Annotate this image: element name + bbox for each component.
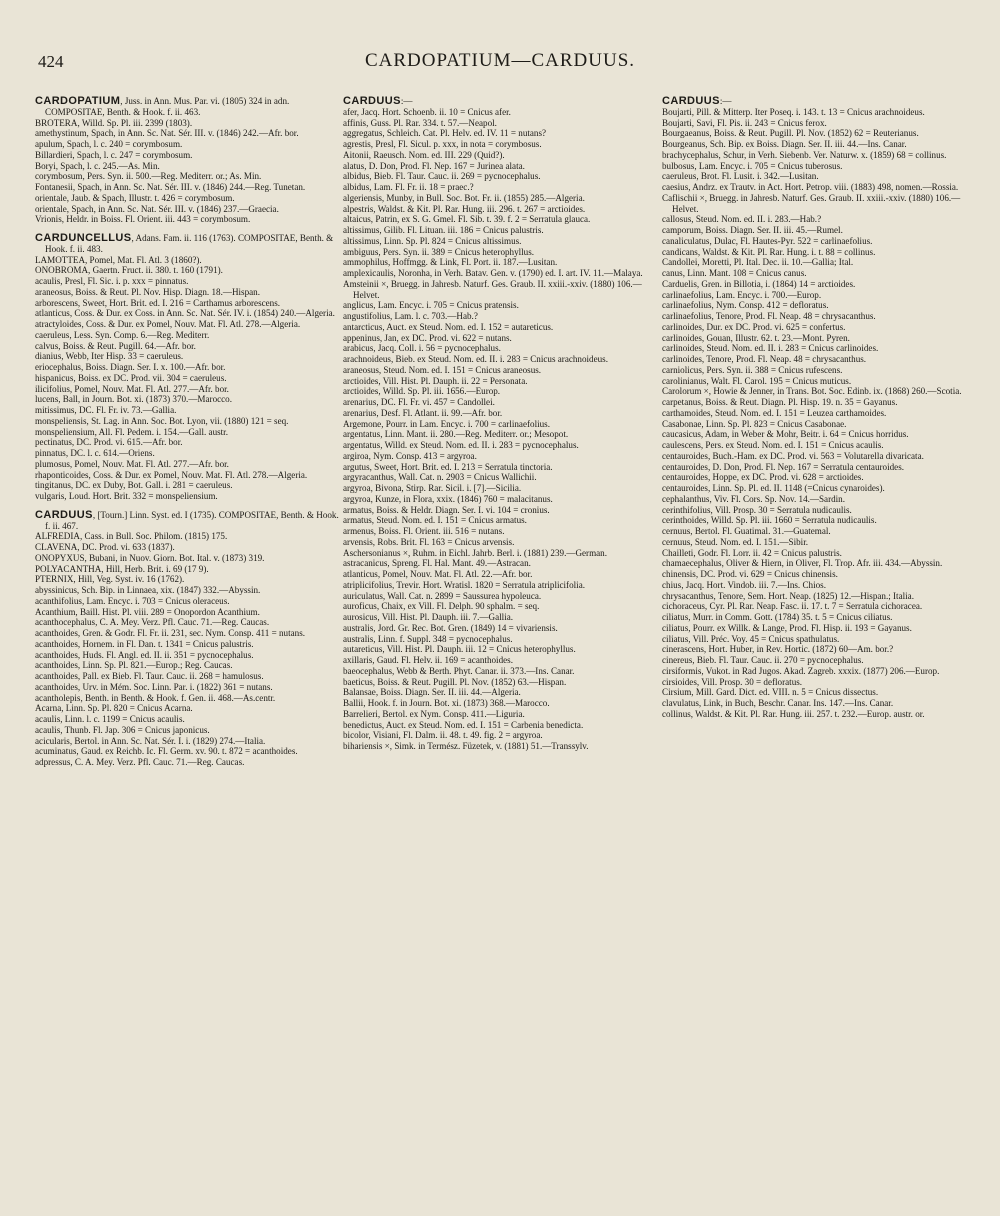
index-entry: antarcticus, Auct. ex Steud. Nom. ed. I. 152 = autareticus. (343, 321, 554, 332)
index-entry: arctioides, Willd. Sp. Pl. iii. 1656.—Europ. (343, 386, 501, 397)
page-number: 424 (38, 52, 64, 71)
index-entry: arborescens, Sweet, Hort. Brit. ed. I. 216 = Carthamus arborescens. (35, 297, 281, 308)
index-entry: caeruleus, Brot. Fl. Lusit. i. 342.—Lusitan. (662, 171, 819, 182)
index-entry: atractyloides, Coss. & Dur. ex Pomel, Nouv. Mat. Fl. Atl. 278.—Algeria. (35, 319, 301, 329)
index-entry: albidus, Lam. Fl. Fr. ii. 18 = praec.? (343, 182, 474, 192)
index-entry: appeninus, Jan, ex DC. Prod. vi. 622 = nutans. (343, 332, 512, 343)
text-column-right (662, 96, 967, 1206)
index-entry: Carduelis, Gren. in Billotia, i. (1864) 14 = arctioides. (662, 278, 856, 289)
index-entry: amethystinum, Spach, in Ann. Sc. Nat. Sér. III. v. (1846) 242.—Afr. bor. (35, 128, 299, 139)
index-entry: Candollei, Moretti, Pl. Ital. Dec. ii. 10.—Gallia; Ital. (662, 257, 854, 268)
index-entry: caucasicus, Adam, in Weber & Mohr, Beitr. i. 64 = Cnicus horridus. (662, 429, 909, 440)
genus-heading: CARDUUS:— (662, 96, 732, 107)
index-entry: caulescens, Pers. ex Steud. Nom. ed. I. 151 = Cnicus acaulis. (662, 440, 884, 450)
index-entry: rhaponticoides, Coss. & Dur. ex Pomel, Nouv. Mat. Fl. Atl. 278.—Algeria. (35, 469, 308, 480)
index-entry: atlanticus, Coss. & Dur. ex Coss. in Ann. Sc. Nat. Sér. IV. i. (1854) 240.—Algeria. (35, 308, 335, 319)
index-entry: abyssinicus, Sch. Bip. in Linnaea, xix. (1847) 332.—Abyssin. (35, 585, 261, 595)
index-entry: monspeliensium, All. Fl. Pedem. i. 154.—Gall. austr. (35, 426, 228, 437)
index-entry: Carolorum ×, Howie & Jenner, in Trans. Bot. Soc. Edinb. ix. (1868) 260.—Scotia. (662, 386, 962, 397)
index-entry: carlinoides, Steud. Nom. ed. II. i. 283 = Cnicus carlinoides. (662, 343, 879, 354)
index-entry: CLAVENA, DC. Prod. vi. 633 (1837). (35, 542, 175, 552)
index-entry: ambiguus, Pers. Syn. ii. 389 = Cnicus heterophyllus. (343, 246, 535, 257)
index-entry: armatus, Steud. Nom. ed. I. 151 = Cnicus armatus. (343, 515, 527, 526)
index-entry: Billardieri, Spach, l. c. 247 = corymbosum. (35, 149, 193, 160)
index-entry: cerinthoides, Willd. Sp. Pl. iii. 1660 = Serratula nudicaulis. (662, 515, 877, 526)
index-entry: argutus, Sweet, Hort. Brit. ed. I. 213 = Serratula tinctoria. (343, 461, 553, 472)
index-entry: ilicifolius, Pomel, Nouv. Mat. Fl. Atl. 277.—Afr. bor. (35, 383, 229, 394)
index-entry: cinerascens, Hort. Huber, in Rev. Hortic. (1872) 60—Am. bor.? (662, 644, 894, 655)
index-entry: baeticus, Boiss. & Reut. Pugill. Pl. Nov. (1852) 63.—Hispan. (343, 676, 567, 687)
index-entry: LAMOTTEA, Pomel, Mat. Fl. Atl. 3 (1860?). (35, 254, 202, 265)
index-entry: centauroides, Linn. Sp. Pl. ed. II. 1148 (=Cnicus cynaroides). (662, 483, 885, 493)
index-entry: Vrionis, Heldr. in Boiss. Fl. Orient. iii. 443 = corymbosum. (35, 214, 251, 225)
index-entry: brachycephalus, Schur, in Verh. Siebenb. Ver. Naturw. x. (1859) 68 = collinus. (662, 149, 947, 160)
index-entry: Fontanesii, Spach, in Ann. Sc. Nat. Sér. III. v. (1846) 244.—Reg. Tunetan. (35, 182, 306, 192)
index-entry: pectinatus, DC. Prod. vi. 615.—Afr. bor. (35, 437, 183, 448)
index-entry: alpestris, Waldst. & Kit. Pl. Rar. Hung. iii. 296. t. 267 = arctioides. (343, 203, 586, 214)
index-entry: cernuus, Bertol. Fl. Guatimal. 31.—Guatemal. (662, 526, 831, 536)
index-entry: arctioides, Vill. Hist. Pl. Dauph. ii. 22 = Personata. (343, 375, 528, 386)
text-column-middle (343, 96, 648, 1206)
index-entry: Barrelieri, Bertol. ex Nym. Consp. 411.—Liguria. (343, 708, 525, 719)
index-entry: carlinaefolius, Lam. Encyc. i. 700.—Europ. (662, 289, 822, 300)
index-entry: canus, Linn. Mant. 108 = Cnicus canus. (662, 268, 807, 278)
index-entry: cirsioides, Vill. Prosp. 30 = defloratus. (662, 676, 803, 687)
index-entry: orientale, Spach, in Ann. Sc. Nat. Sér. III. v. (1846) 237.—Graecia. (35, 203, 279, 214)
index-entry: POLYACANTHA, Hill, Herb. Brit. i. 69 (17 9). (35, 563, 209, 574)
index-entry: baeocephalus, Webb & Berth. Phyt. Canar. ii. 373.—Ins. Canar. (343, 665, 575, 676)
index-entry: orientale, Jaub. & Spach, Illustr. t. 426 = corymbosum. (35, 192, 235, 203)
index-entry: australis, Jord. Gr. Rec. Bot. Gren. (1849) 14 = vivariensis. (343, 622, 558, 633)
index-entry: altissimus, Linn. Sp. Pl. 824 = Cnicus altissimus. (343, 235, 522, 246)
index-entry: bihariensis ×, Simk. in Termész. Füzetek, v. (1881) 51.—Transsylv. (343, 741, 589, 751)
index-entry: acaulis, Presl, Fl. Sic. i. p. xxx = pinnatus. (35, 276, 189, 286)
index-entry: aurosicus, Vill. Hist. Pl. Dauph. iii. 7.—Gallia. (343, 612, 514, 622)
index-entry: acantholepis, Benth. in Benth. & Hook. f. Gen. ii. 468.—As.centr. (35, 692, 276, 703)
index-entry: Acarna, Linn. Sp. Pl. 820 = Cnicus Acarna. (35, 703, 193, 714)
index-entry: vulgaris, Loud. Hort. Brit. 332 = monspeliensium. (35, 491, 218, 501)
index-entry: Casabonae, Linn. Sp. Pl. 823 = Cnicus Casabonae. (662, 418, 847, 429)
index-entry: anglicus, Lam. Encyc. i. 705 = Cnicus pratensis. (343, 300, 519, 311)
index-entry: Aschersonianus ×, Ruhm. in Eichl. Jahrb. Berl. i. (1881) 239.—German. (343, 547, 608, 558)
index-entry: carlinoides, Dur. ex DC. Prod. vi. 625 = confertus. (662, 321, 846, 332)
index-entry: canaliculatus, Dulac, Fl. Hautes-Pyr. 522 = carlinaefolius. (662, 235, 873, 246)
index-entry: acuminatus, Gaud. ex Reichb. Ic. Fl. Germ. xv. 90. t. 872 = acanthoides. (35, 746, 298, 757)
index-entry: carniolicus, Pers. Syn. ii. 388 = Cnicus rufescens. (662, 364, 843, 375)
index-entry: argyroa, Kunze, in Flora, xxix. (1846) 760 = malacitanus. (343, 493, 553, 504)
index-entry: bulbosus, Lam. Encyc. i. 705 = Cnicus tuberosus. (662, 160, 843, 171)
index-entry: Boujarti, Pill. & Mitterp. Iter Poseq. i. 143. t. 13 = Cnicus arachnoideus. (662, 106, 925, 117)
index-entry: carlinoides, Tenore, Prod. Fl. Neap. 48 = chrysacanthus. (662, 354, 867, 364)
index-entry: alatus, D. Don, Prod. Fl. Nep. 167 = Jurinea alata. (343, 160, 525, 171)
index-entry: chrysacanthus, Tenore, Sem. Hort. Neap. (1825) 12.—Hispan.; Italia. (662, 590, 914, 601)
index-entry: araneosus, Boiss. & Reut. Pl. Nov. Hisp. Diagn. 18.—Hispan. (35, 286, 260, 297)
index-entry: auriculatus, Wall. Cat. n. 2899 = Saussurea hypoleuca. (343, 590, 542, 601)
index-entry: BROTERA, Willd. Sp. Pl. iii. 2399 (1803). (35, 117, 193, 128)
index-entry: altissimus, Gilib. Fl. Lituan. iii. 186 = Cnicus palustris. (343, 225, 544, 235)
index-entry: altaicus, Patrin, ex S. G. Gmel. Fl. Sib. t. 39. f. 2 = Serratula glauca. (343, 214, 591, 225)
index-entry: arachnoideus, Bieb. ex Steud. Nom. ed. II. i. 283 = Cnicus arachnoideus. (343, 354, 608, 364)
index-entry: callosus, Steud. Nom. ed. II. i. 283.—Hab.? (662, 214, 822, 225)
index-entry: agrestis, Presl, Fl. Sicul. p. xxx, in nota = corymbosus. (343, 139, 542, 149)
index-entry: chius, Jacq. Hort. Vindob. iii. 7.—Ins. Chios. (662, 579, 826, 590)
index-entry: calvus, Boiss. & Reut. Pugill. 64.—Afr. bor. (35, 340, 196, 351)
index-entry: affinis, Guss. Pl. Rar. 334. t. 57.—Neapol. (343, 117, 497, 128)
text-column-left (35, 96, 340, 1206)
index-entry: Caflischii ×, Bruegg. in Jahresb. Naturf. Ges. Graub. II. xxiii.-xxiv. (1880) 106.—Helvet. (662, 192, 961, 214)
index-entry: ciliatus, Murr. in Comm. Gott. (1784) 35. t. 5 = Cnicus ciliatus. (662, 612, 893, 622)
genus-heading: CARDOPATIUM, Juss. in Ann. Mus. Par. vi. (1805) 324 in adn. COMPOSITAE, Benth. & Hook. f. ii. 463. (35, 96, 290, 117)
genus-heading: CARDUNCELLUS, Adans. Fam. ii. 116 (1763). COMPOSITAE, Benth. & Hook. f. ii. 483. (35, 232, 334, 254)
index-entry: centauroides, Hoppe, ex DC. Prod. vi. 628 = arctioides. (662, 472, 864, 483)
genus-heading: CARDUUS:— (343, 96, 413, 107)
index-entry: aggregatus, Schleich. Cat. Pl. Helv. ed. IV. 11 = nutans? (343, 128, 547, 139)
index-entry: Argemone, Pourr. in Lam. Encyc. i. 700 = carlinaefolius. (343, 418, 550, 429)
index-entry: eriocephalus, Boiss. Diagn. Ser. I. x. 100.—Afr. bor. (35, 362, 226, 372)
index-entry: argyroa, Bivona, Stirp. Rar. Sicil. i. [7].—Sicilia. (343, 483, 522, 493)
index-entry: acaulis, Thunb. Fl. Jap. 306 = Cnicus japonicus. (35, 724, 210, 735)
index-entry: Amsteinii ×, Bruegg. in Jahresb. Naturf. Ges. Graub. II. xxiii.-xxiv. (1880) 106.—Helvet. (343, 278, 642, 300)
index-entry: ONOBROMA, Gaertn. Fruct. ii. 380. t. 160 (1791). (35, 265, 223, 276)
index-entry: cernuus, Steud. Nom. ed. I. 151.—Sibir. (662, 536, 808, 547)
index-entry: auroficus, Chaix, ex Vill. Fl. Delph. 90 sphalm. = seq. (343, 601, 540, 612)
index-entry: apulum, Spach, l. c. 240 = corymbosum. (35, 139, 183, 149)
index-entry: acanthoides, Pall. ex Bieb. Fl. Taur. Cauc. ii. 268 = hamulosus. (35, 671, 264, 681)
index-entry: dianius, Webb, Iter Hisp. 33 = caeruleus. (35, 351, 184, 362)
index-entry: tingitanus, DC. ex Duby, Bot. Gall. i. 281 = caeruleus. (35, 480, 233, 491)
index-entry: ciliatus, Vill. Préc. Voy. 45 = Cnicus spathulatus. (662, 633, 840, 644)
index-entry: angustifolius, Lam. l. c. 703.—Hab.? (343, 311, 478, 321)
index-entry: atlanticus, Pomel, Nouv. Mat. Fl. Atl. 22.—Afr. bor. (343, 569, 533, 579)
index-entry: carlinaefolius, Tenore, Prod. Fl. Neap. 48 = chrysacanthus. (662, 311, 876, 321)
index-entry: albidus, Bieb. Fl. Taur. Cauc. ii. 269 = pycnocephalus. (343, 171, 541, 182)
index-entry: Bourgeanus, Sch. Bip. ex Boiss. Diagn. Ser. II. iii. 44.—Ins. Canar. (662, 139, 907, 149)
index-entry: acanthoides, Urv. in Mém. Soc. Linn. Par. i. (1822) 361 = nutans. (35, 681, 273, 692)
index-entry: atriplicifolius, Trevir. Hort. Wratisl. 1820 = Serratula atriplicifolia. (343, 579, 586, 590)
index-entry: argyracanthus, Wall. Cat. n. 2903 = Cnicus Wallichii. (343, 472, 537, 483)
index-entry: acanthifolius, Lam. Encyc. i. 703 = Cnicus oleraceus. (35, 595, 230, 606)
index-entry: astracanicus, Spreng. Fl. Hal. Mant. 49.—Astracan. (343, 558, 531, 569)
index-entry: Bourgaeanus, Boiss. & Reut. Pugill. Pl. Nov. (1852) 62 = Reuterianus. (662, 128, 919, 139)
index-entry: bicolor, Visiani, Fl. Dalm. ii. 48. t. 49. fig. 2 = argyroa. (343, 730, 543, 741)
index-entry: acicularis, Bertol. in Ann. Sc. Nat. Sér. I. i. (1829) 274.—Italia. (35, 735, 266, 746)
index-entry: arenarius, Desf. Fl. Atlant. ii. 99.—Afr. bor. (343, 407, 503, 418)
index-entry: carlinoides, Gouan, Illustr. 62. t. 23.—Mont. Pyren. (662, 332, 850, 343)
genus-heading: CARDUUS, [Tourn.] Linn. Syst. ed. I (1735). COMPOSITAE, Benth. & Hook. f. ii. 467. (35, 508, 339, 531)
index-entry: carpetanus, Boiss. & Reut. Diagn. Pl. Hisp. 19. n. 35 = Gayanus. (662, 397, 898, 407)
index-entry: Acanthium, Baill. Hist. Pl. viii. 289 = Onopordon Acanthium. (35, 606, 260, 617)
index-entry: acanthoides, Linn. Sp. Pl. 821.—Europ.; Reg. Caucas. (35, 660, 233, 671)
index-entry: arabicus, Jacq. Coll. i. 56 = pycnocephalus. (343, 343, 501, 354)
index-entry: carlinaefolius, Nym. Consp. 412 = defloratus. (662, 300, 829, 311)
index-entry: cirsiformis, Vukot. in Rad Jugos. Akad. Zagreb. xxxix. (1877) 206.—Europ. (662, 665, 940, 676)
index-entry: acaulis, Linn. l. c. 1199 = Cnicus acaulis. (35, 714, 185, 724)
index-entry: cichoraceus, Cyr. Pl. Rar. Neap. Fasc. ii. 17. t. 7 = Serratula cichoracea. (662, 601, 923, 612)
index-entry: cerinthifolius, Vill. Prosp. 30 = Serratula nudicaulis. (662, 504, 852, 515)
index-entry: cinereus, Bieb. Fl. Taur. Cauc. ii. 270 = pycnocephalus. (662, 655, 864, 665)
index-entry: Aitonii, Raeusch. Nom. ed. III. 229 (Quid?). (343, 149, 505, 160)
index-entry: centauroides, Buch.-Ham. ex DC. Prod. vi. 563 = Volutarella divaricata. (662, 450, 924, 461)
index-entry: araneosus, Steud. Nom. ed. I. 151 = Cnicus araneosus. (343, 364, 542, 375)
index-entry: ALFREDIA, Cass. in Bull. Soc. Philom. (1815) 175. (35, 531, 228, 542)
index-entry: benedictus, Auct. ex Steud. Nom. ed. I. 151 = Carbenia benedicta. (343, 719, 584, 730)
index-entry: carolinianus, Walt. Fl. Carol. 195 = Cnicus muticus. (662, 375, 852, 386)
index-entry: caesius, Andrz. ex Trautv. in Act. Hort. Petrop. viii. (1883) 498, nomen.—Rossia. (662, 182, 959, 192)
index-entry: amplexicaulis, Noronha, in Verh. Batav. Gen. v. (1790) ed. I. art. IV. 11.—Malaya. (343, 268, 643, 278)
index-entry: clavulatus, Link, in Buch, Beschr. Canar. Ins. 147.—Ins. Canar. (662, 698, 894, 708)
index-entry: carthamoides, Steud. Nom. ed. I. 151 = Leuzea carthamoides. (662, 407, 887, 418)
index-entry: Boryi, Spach, l. c. 245.—As. Min. (35, 160, 160, 171)
index-entry: ciliatus, Pourr. ex Willk. & Lange, Prod. Fl. Hisp. ii. 193 = Gayanus. (662, 622, 912, 633)
index-entry: acanthoides, Hornem. in Fl. Dan. t. 1341 = Cnicus palustris. (35, 638, 254, 649)
index-entry: arenarius, DC. Fl. Fr. vi. 457 = Candollei. (343, 397, 495, 407)
index-entry: armatus, Boiss. & Heldr. Diagn. Ser. I. vi. 104 = cronius. (343, 504, 550, 515)
index-entry: PTERNIX, Hill, Veg. Syst. iv. 16 (1762). (35, 574, 185, 585)
index-entry: afer, Jacq. Hort. Schoenb. ii. 10 = Cnicus afer. (343, 106, 511, 117)
index-entry: acanthocephalus, C. A. Mey. Verz. Pfl. Cauc. 71.—Reg. Caucas. (35, 617, 270, 628)
index-entry: Cirsium, Mill. Gard. Dict. ed. VIII. n. 5 = Cnicus dissectus. (662, 687, 879, 698)
index-entry: adpressus, C. A. Mey. Verz. Pfl. Cauc. 71.—Reg. Caucas. (35, 757, 245, 767)
index-entry: plumosus, Pomel, Nouv. Mat. Fl. Atl. 277.—Afr. bor. (35, 458, 229, 469)
index-entry: lucens, Ball, in Journ. Bot. xi. (1873) 370.—Marocco. (35, 394, 233, 405)
index-entry: argentatus, Linn. Mant. ii. 280.—Reg. Mediterr. or.; Mesopot. (343, 429, 569, 440)
index-entry: autareticus, Vill. Hist. Pl. Dauph. iii. 12 = Cnicus heterophyllus. (343, 644, 576, 655)
index-entry: arvensis, Robs. Brit. Fl. 163 = Cnicus arvensis. (343, 536, 515, 547)
index-entry: Boujarti, Savi, Fl. Pis. ii. 243 = Cnicus ferox. (662, 117, 827, 128)
index-entry: collinus, Waldst. & Kit. Pl. Rar. Hung. iii. 257. t. 232.—Europ. austr. or. (662, 708, 925, 719)
index-entry: australis, Linn. f. Suppl. 348 = pycnocephalus. (343, 633, 513, 644)
index-entry: Ballii, Hook. f. in Journ. Bot. xi. (1873) 368.—Marocco. (343, 698, 550, 708)
index-entry: hispanicus, Boiss. ex DC. Prod. vii. 304 = caeruleus. (35, 372, 227, 383)
running-head: CARDOPATIUM—CARDUUS. (364, 50, 636, 71)
index-entry: Balansae, Boiss. Diagn. Ser. II. iii. 44.—Algeria. (343, 687, 521, 698)
index-entry: argiroa, Nym. Consp. 413 = argyroa. (343, 450, 477, 461)
index-entry: pinnatus, DC. l. c. 614.—Oriens. (35, 448, 155, 458)
index-entry: chinensis, DC. Prod. vi. 629 = Cnicus chinensis. (662, 569, 838, 579)
index-entry: armenus, Boiss. Fl. Orient. iii. 516 = nutans. (343, 526, 505, 536)
index-entry: monspeliensis, St. Lag. in Ann. Soc. Bot. Lyon, vii. (1880) 121 = seq. (35, 415, 289, 426)
index-entry: algeriensis, Munby, in Bull. Soc. Bot. Fr. ii. (1855) 285.—Algeria. (343, 192, 585, 203)
index-entry: chamaecephalus, Oliver & Hiern, in Oliver, Fl. Trop. Afr. iii. 434.—Abyssin. (662, 558, 943, 569)
index-entry: candicans, Waldst. & Kit. Pl. Rar. Hung. i. t. 88 = collinus. (662, 246, 876, 257)
index-entry: axillaris, Gaud. Fl. Helv. ii. 169 = acanthoides. (343, 655, 513, 665)
index-entry: corymbosum, Pers. Syn. ii. 500.—Reg. Mediterr. or.; As. Min. (35, 171, 262, 182)
index-entry: argentatus, Willd. ex Steud. Nom. ed. II. i. 283 = pycnocephalus. (343, 440, 579, 450)
index-entry: ONOPYXUS, Bubani, in Nuov. Giorn. Bot. Ital. v. (1873) 319. (35, 552, 265, 563)
index-entry: ammophilus, Hoffmgg. & Link, Fl. Port. ii. 187.—Lusitan. (343, 257, 558, 268)
index-entry: mitissimus, DC. Fl. Fr. iv. 73.—Gallia. (35, 405, 177, 415)
index-entry: caeruleus, Less. Syn. Comp. 6.—Reg. Mediterr. (35, 329, 210, 340)
index-entry: camporum, Boiss. Diagn. Ser. II. iii. 45.—Rumel. (662, 225, 843, 235)
index-entry: cephalanthus, Viv. Fl. Cors. Sp. Nov. 14.—Sardin. (662, 493, 846, 504)
index-entry: acanthoides, Gren. & Godr. Fl. Fr. ii. 231, sec. Nym. Consp. 411 = nutans. (35, 628, 306, 638)
index-entry: centauroides, D. Don, Prod. Fl. Nep. 167 = Serratula centauroides. (662, 461, 905, 472)
index-entry: acanthoides, Huds. Fl. Angl. ed. II. ii. 351 = pycnocephalus. (35, 649, 254, 660)
index-entry: Chailleti, Godr. Fl. Lorr. ii. 42 = Cnicus palustris. (662, 547, 842, 558)
